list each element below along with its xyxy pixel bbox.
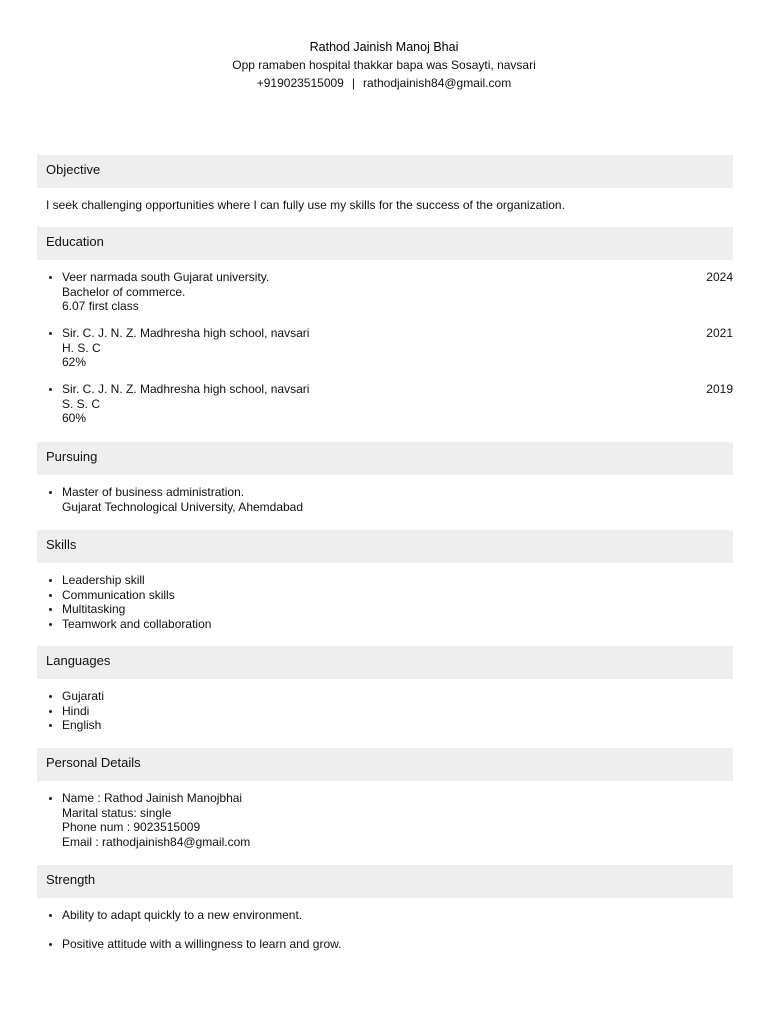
education-year: 2021	[706, 326, 733, 340]
education-result: 60%	[62, 411, 87, 425]
personal-title: Personal Details	[46, 755, 141, 770]
language-item: English	[46, 718, 726, 733]
resume-header	[0, 39, 768, 92]
skill-item: Communication skills	[46, 588, 726, 603]
education-title: Education	[46, 234, 104, 249]
contact-separator: |	[351, 76, 355, 90]
education-institution: Veer narmada south Gujarat university.	[62, 270, 270, 284]
candidate-phone: +919023515009	[256, 76, 344, 90]
candidate-address: Opp ramaben hospital thakkar bapa was Sosayti, navsari	[232, 58, 536, 72]
pursuing-section-header	[37, 442, 733, 475]
contact-line	[0, 74, 768, 92]
languages-title: Languages	[46, 653, 111, 668]
personal-marital: Marital status: single	[62, 805, 172, 820]
education-year: 2024	[706, 270, 733, 284]
candidate-email: rathodjainish84@gmail.com	[362, 76, 512, 90]
pursuing-title: Pursuing	[46, 449, 98, 464]
skill-item: Teamwork and collaboration	[46, 617, 726, 632]
strength-item: Positive attitude with a willingness to learn and grow.	[46, 937, 726, 952]
objective-title: Objective	[46, 162, 101, 177]
strength-list	[46, 908, 726, 923]
languages-list	[46, 689, 726, 733]
languages-section-header	[37, 646, 733, 679]
education-institution: Sir. C. J. N. Z. Madhresha high school, navsari	[62, 382, 310, 396]
skill-item: Multitasking	[46, 602, 726, 617]
education-item	[46, 326, 733, 370]
personal-name: Name : Rathod Jainish Manojbhai	[62, 791, 243, 805]
strength-section-header	[37, 865, 733, 898]
skills-list	[46, 573, 726, 631]
strength-item: Ability to adapt quickly to a new environment.	[46, 908, 726, 923]
personal-section-header	[37, 748, 733, 781]
education-item	[46, 382, 733, 426]
education-degree: S. S. C	[62, 396, 101, 411]
language-item: Gujarati	[46, 689, 726, 704]
skills-section-header	[37, 530, 733, 563]
education-section-header	[37, 227, 733, 260]
personal-email: Email : rathodjainish84@gmail.com	[62, 834, 251, 849]
education-entry	[46, 326, 733, 370]
language-item: Hindi	[46, 704, 726, 719]
pursuing-university: Gujarat Technological University, Ahemdabad	[62, 499, 304, 514]
candidate-name: Rathod Jainish Manoj Bhai	[309, 40, 459, 54]
personal-entry	[46, 791, 726, 849]
education-year: 2019	[706, 382, 733, 396]
objective-text: I seek challenging opportunities where I can fully use my skills for the success of the organization.	[46, 198, 565, 212]
pursuing-entry	[46, 485, 726, 514]
objective-section-header	[37, 155, 733, 188]
education-item	[46, 270, 733, 314]
education-entry	[46, 270, 733, 314]
education-result: 62%	[62, 355, 87, 369]
education-degree: Bachelor of commerce.	[62, 284, 186, 299]
pursuing-course: Master of business administration.	[62, 485, 245, 499]
skill-item: Leadership skill	[46, 573, 726, 588]
strength-list	[46, 937, 726, 952]
personal-phone: Phone num : 9023515009	[62, 820, 201, 834]
skills-title: Skills	[46, 537, 77, 552]
education-entry	[46, 382, 733, 426]
strength-title: Strength	[46, 872, 96, 887]
personal-list	[46, 791, 726, 849]
pursuing-list	[46, 485, 726, 514]
education-result: 6.07 first class	[62, 299, 139, 313]
education-degree: H. S. C	[62, 340, 101, 355]
education-institution: Sir. C. J. N. Z. Madhresha high school, navsari	[62, 326, 310, 340]
